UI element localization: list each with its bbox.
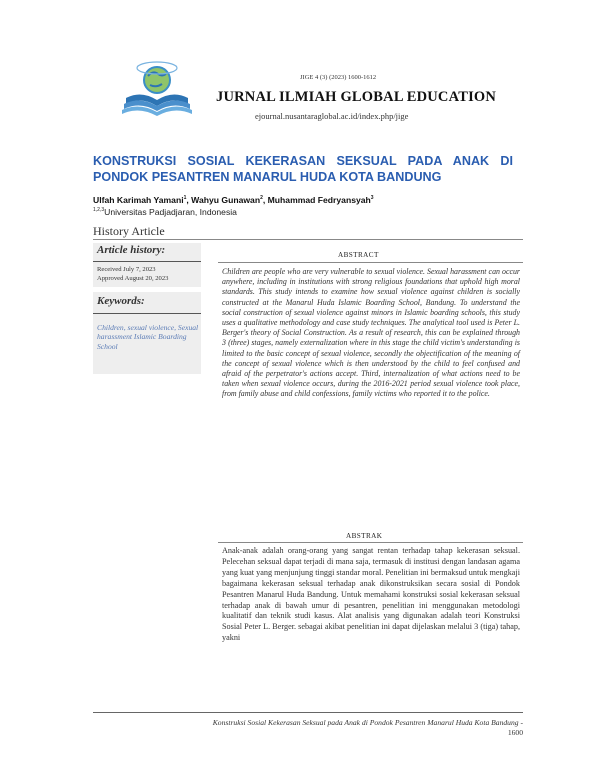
- page-number: 1600: [507, 728, 523, 737]
- journal-url[interactable]: ejournal.nusantaraglobal.ac.id/index.php/jige: [255, 111, 409, 121]
- keywords-title: Keywords:: [97, 295, 145, 307]
- journal-logo: [120, 58, 194, 120]
- history-section-title: History Article: [93, 224, 165, 238]
- divider: [218, 542, 523, 543]
- approved-date: Approved August 20, 2023: [97, 275, 169, 282]
- affiliation: [93, 207, 237, 217]
- divider: [218, 262, 523, 263]
- author-name: Ulfah Karimah Yamani: [93, 195, 184, 205]
- keywords-box: [93, 292, 201, 374]
- divider: [93, 261, 201, 262]
- author-sup: 1: [183, 195, 187, 202]
- article-title: KONSTRUKSI SOSIAL KEKERASAN SEKSUAL PADA ANAK DI PONDOK PESANTREN MANARUL HUDA KOTA BANDUNG: [93, 154, 513, 184]
- author-list: Ulfah Karimah Yamani$^1$, Wahyu Gunawan$^2$, Muhammad Fedryansyah$^3$: [93, 195, 374, 205]
- abstrak-text: Anak-anak adalah orang-orang yang sangat rentan terhadap tahap kekerasan seksual. Pelecehan seksual dapat terjadi di mana saja, termasuk di institusi dengan landasan agama yang kuat yang menjunjung tinggi standar moral. Penelitian ini bermaksud untuk mengkaji bagaimana kekerasan seksual terhadap anak dikonstruksikan secara sosial di Pondok Pesantren Manarul Huda Bandung. Untuk memahami konstruksi sosial kekerasan seksual terhadap anak di bawah umur di pesantren, penelitian ini menggunakan metodologi kualitatif dan teknik studi kasus. Alat analisis yang digunakan adalah teori Konstruksi Sosial Peter L. Berger. sebagai akibat penelitian ini dapat dijelaskan melalui 3 (tiga) tahap, yakni: [222, 546, 520, 643]
- author-sup: 2: [260, 195, 263, 202]
- page-footer: [93, 718, 523, 738]
- issn-line: JIGE 4 (3) (2023) 1600-1612: [300, 74, 377, 81]
- footer-divider: [93, 712, 523, 713]
- running-title: Konstruksi Sosial Kekerasan Seksual pada Anak di Pondok Pesantren Manarul Huda Kota Bandung -: [212, 718, 523, 727]
- article-history-box: [93, 243, 201, 287]
- history-section-header: [93, 222, 523, 240]
- author-name: Muhammad Fedryansyah: [267, 195, 371, 205]
- abstract-text: Children are people who are very vulnerable to sexual violence. Sexual harassment can occur anywhere, including in institutions with strong religious foundations that uphold high moral standards. This study intends to examine how sexual violence against children is socially constructed at the Manarul Huda Islamic Boarding School, Bandung. To understand the social construction of sexual violence against minors in Islamic boarding schools, this study uses a qualitative methodology and case study techniques. The analytical tool used is Peter L. Berger's theory of Social Construction. As a result of research, this can be explained through 3 (three) stages, namely externalization where in this stage the child victim's understanding is limited to the basic concept of sexual violence, secondly the objectification of the meaning of the concept of sexual violence which is then understood by the child to feel confused and afraid of the perpetrator's actions accept. Third, internalization of what actions need to be taken when sexual violence occurs, during the 2016-2021 period sexual violence took place, from family abuse and child confessions, family victims who reported it to the police.: [222, 267, 520, 399]
- abstract-heading: ABSTRACT: [338, 251, 379, 259]
- history-dates: [97, 265, 168, 283]
- affiliation-text: Universitas Padjadjaran, Indonesia: [104, 207, 237, 217]
- keywords-text: Children, sexual violence, Sexual harassment Islamic Boarding School: [97, 323, 199, 351]
- journal-name: JURNAL ILMIAH GLOBAL EDUCATION: [216, 89, 497, 105]
- author-sup: 3: [370, 195, 374, 202]
- abstrak-heading: ABSTRAK: [346, 532, 383, 540]
- affiliation-sup: 1,2,3: [93, 207, 105, 214]
- article-history-title: Article history:: [97, 244, 166, 256]
- author-name: Wahyu Gunawan: [191, 195, 261, 205]
- divider: [93, 313, 201, 314]
- received-date: Received July 7, 2023: [97, 266, 156, 273]
